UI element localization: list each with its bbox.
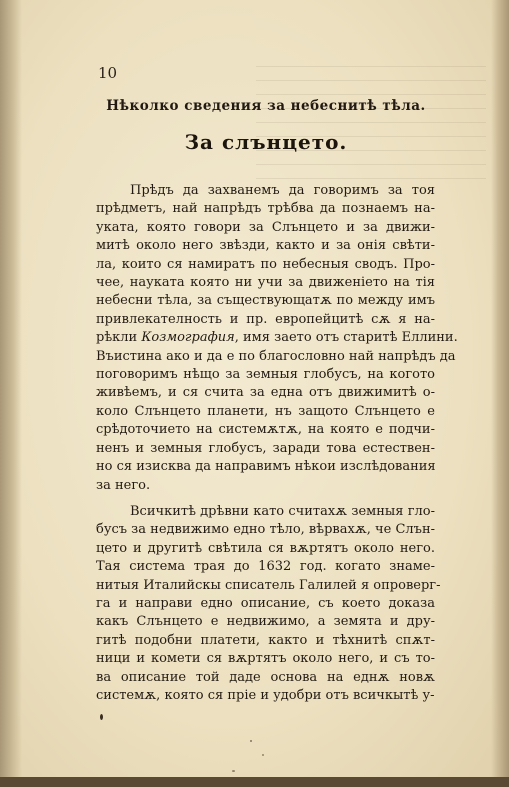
text-line: гитѣ подобни платети, както и тѣхнитѣ спѫт- (96, 632, 435, 648)
text-line: за него. (96, 477, 151, 493)
page-spine-shadow (0, 0, 22, 787)
page-bottom-edge (0, 777, 509, 787)
text-line: какъ Слънцето е недвижимо, а земята и дру- (96, 614, 435, 630)
text-line: цето и другитѣ свѣтила ся вѫртятъ около него. (96, 540, 435, 556)
text-line: Прѣдъ да захванемъ да говоримъ за тоя (130, 183, 435, 198)
text-line: срѣдоточието на системѫтѫ, на която е подчи- (96, 422, 435, 438)
page-title: За слънцето. (184, 130, 348, 154)
text-line: нитыя Италийскы списатель Галилей я опроверг- (96, 577, 441, 593)
ink-speck (100, 714, 103, 720)
page-number: 10 (98, 64, 118, 82)
text-line: Въистина ако и да е по благословно най напрѣдъ да (96, 348, 456, 364)
text-line: поговоримъ нѣщо за земныя глобусъ, на когото (96, 367, 435, 383)
text-line: прѣдметъ, най напрѣдъ трѣбва да познаемъ на- (96, 201, 435, 217)
text-line: Тая система трая до 1632 год. когато знаме- (96, 559, 435, 575)
body-text (96, 182, 458, 705)
text-line: привлекателность и пр. европейцитѣ сѫ я на- (96, 311, 435, 327)
text-line: бусъ за недвижимо едно тѣло, вѣрвахѫ, че Слън- (96, 522, 435, 538)
ink-speck (262, 754, 264, 756)
text-line: рѣкли Козмография, имя заето отъ старитѣ Еллини. (96, 330, 458, 346)
bleed-through-text (256, 66, 486, 186)
text-line: ла, които ся намиратъ по небесныя сводъ. Про- (96, 256, 435, 272)
text-line: ници и комети ся вѫртятъ около него, и съ то- (96, 651, 435, 667)
page-right-edge (491, 0, 509, 787)
text-line: коло Слънцето планети, нъ защото Слънцето е (96, 403, 435, 419)
text-line: га и направи едно описание, съ което доказа (96, 595, 435, 611)
text-line: уката, която говори за Слънцето и за движи- (96, 219, 435, 235)
text-line: системѫ, която ся пріе и удобри отъ всичкытѣ у- (96, 687, 435, 703)
text-line: Всичкитѣ дрѣвни като считахѫ земныя гло- (130, 503, 435, 519)
text-line: митѣ около него звѣзди, както и за онія свѣти- (96, 238, 435, 254)
text-line: небесни тѣла, за съществующатѫ по между имъ (96, 293, 435, 309)
ink-speck (250, 740, 252, 742)
text-line: ненъ и земныя глобусъ, заради това естествен- (96, 440, 435, 456)
text-line: чее, науката която ни учи за движеніето на тія (96, 275, 435, 291)
paragraph-gap (96, 495, 435, 503)
text-line: но ся изисква да направимъ нѣкои изслѣдования (96, 459, 436, 475)
section-heading: Нѣколко сведения за небеснитѣ тѣла. (106, 98, 426, 114)
ink-speck (232, 770, 235, 772)
text-line: живѣемъ, и ся счита за една отъ движимитѣ о- (96, 385, 435, 401)
text-line: ва описание той даде основа на еднѫ новѫ (96, 669, 435, 685)
italic-term: Козмография (141, 330, 235, 346)
